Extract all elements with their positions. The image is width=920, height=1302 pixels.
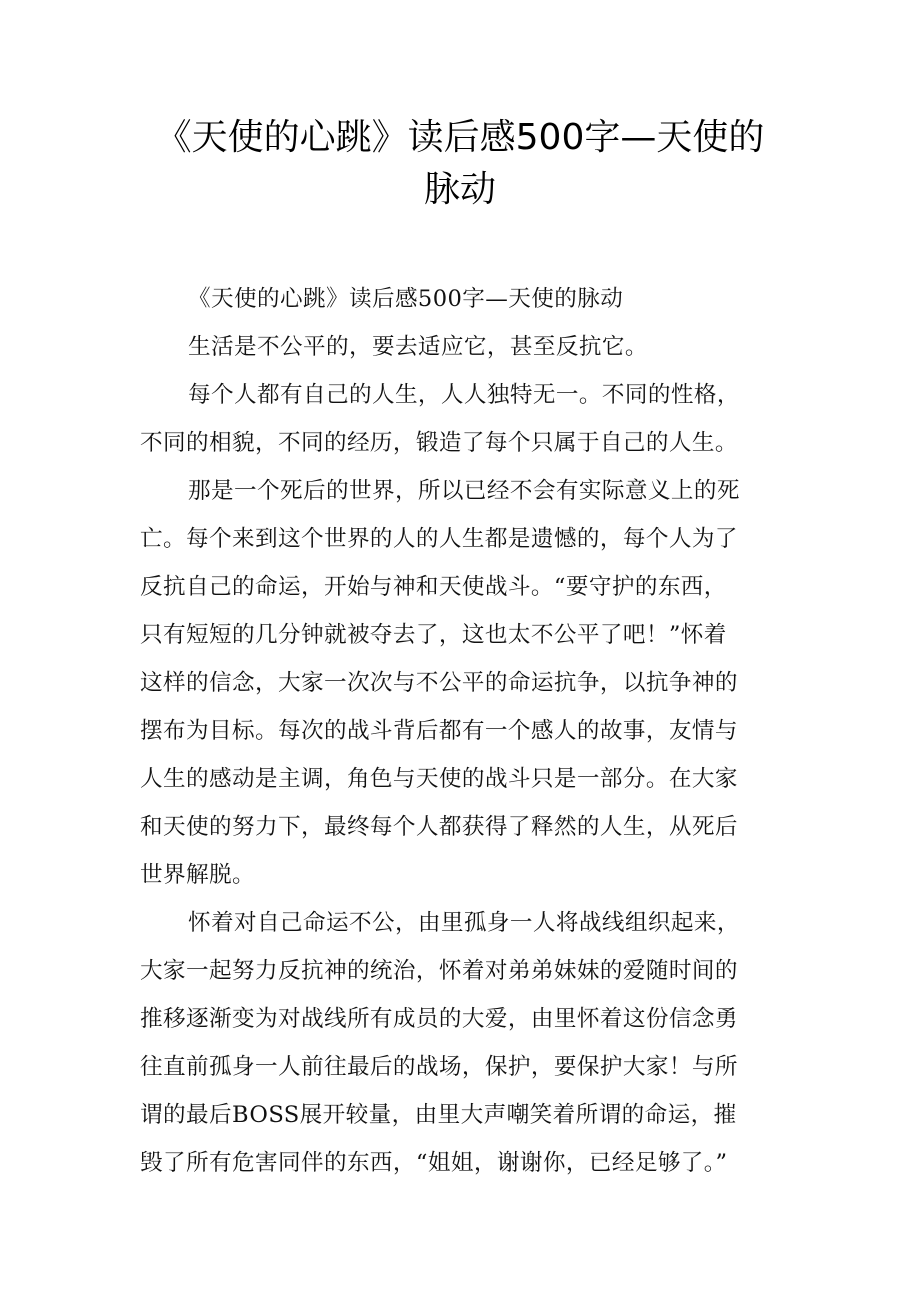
body-line: 不同的相貌，不同的经历，锻造了每个只属于自己的人生。 — [140, 430, 738, 456]
body-line: 谓的最后BOSS展开较量，由里大声嘲笑着所谓的命运，摧 — [140, 1102, 737, 1128]
body-line: 往直前孤身一人前往最后的战场，保护，要保护大家！与所 — [140, 1054, 738, 1080]
body-line: 生活是不公平的，要去适应它，甚至反抗它。 — [188, 334, 648, 360]
body-line: 推移逐渐变为对战线所有成员的大爱，由里怀着这份信念勇 — [140, 1006, 738, 1032]
body-line: 毁了所有危害同伴的东西，“姐姐，谢谢你，已经足够了。” — [140, 1150, 728, 1176]
body-line: 每个人都有自己的人生，人人独特无一。不同的性格， — [188, 382, 740, 408]
body-line: 只有短短的几分钟就被夺去了，这也太不公平了吧！”怀着 — [140, 622, 727, 648]
document-title — [140, 112, 780, 216]
title-line-2: 脉动 — [423, 169, 496, 210]
body-line: 那是一个死后的世界，所以已经不会有实际意义上的死 — [188, 478, 740, 504]
body-line: 摆布为目标。每次的战斗背后都有一个感人的故事，友情与 — [140, 718, 738, 744]
body-line: 世界解脱。 — [140, 862, 255, 888]
body-line: 反抗自己的命运，开始与神和天使战斗。“要守护的东西， — [140, 574, 727, 600]
body-line: 亡。每个来到这个世界的人的人生都是遗憾的，每个人为了 — [140, 526, 738, 552]
body-line: 和天使的努力下，最终每个人都获得了释然的人生，从死后 — [140, 814, 738, 840]
body-line: 《天使的心跳》读后感500字—天使的脉动 — [188, 286, 624, 312]
document-body — [140, 275, 785, 1187]
body-line: 这样的信念，大家一次次与不公平的命运抗争，以抗争神的 — [140, 670, 738, 696]
body-line: 大家一起努力反抗神的统治，怀着对弟弟妹妹的爱随时间的 — [140, 958, 738, 984]
body-line: 怀着对自己命运不公，由里孤身一人将战线组织起来， — [188, 910, 740, 936]
body-line: 人生的感动是主调，角色与天使的战斗只是一部分。在大家 — [140, 766, 738, 792]
title-line-1: 《天使的心跳》读后感500字—天使的 — [155, 117, 765, 158]
